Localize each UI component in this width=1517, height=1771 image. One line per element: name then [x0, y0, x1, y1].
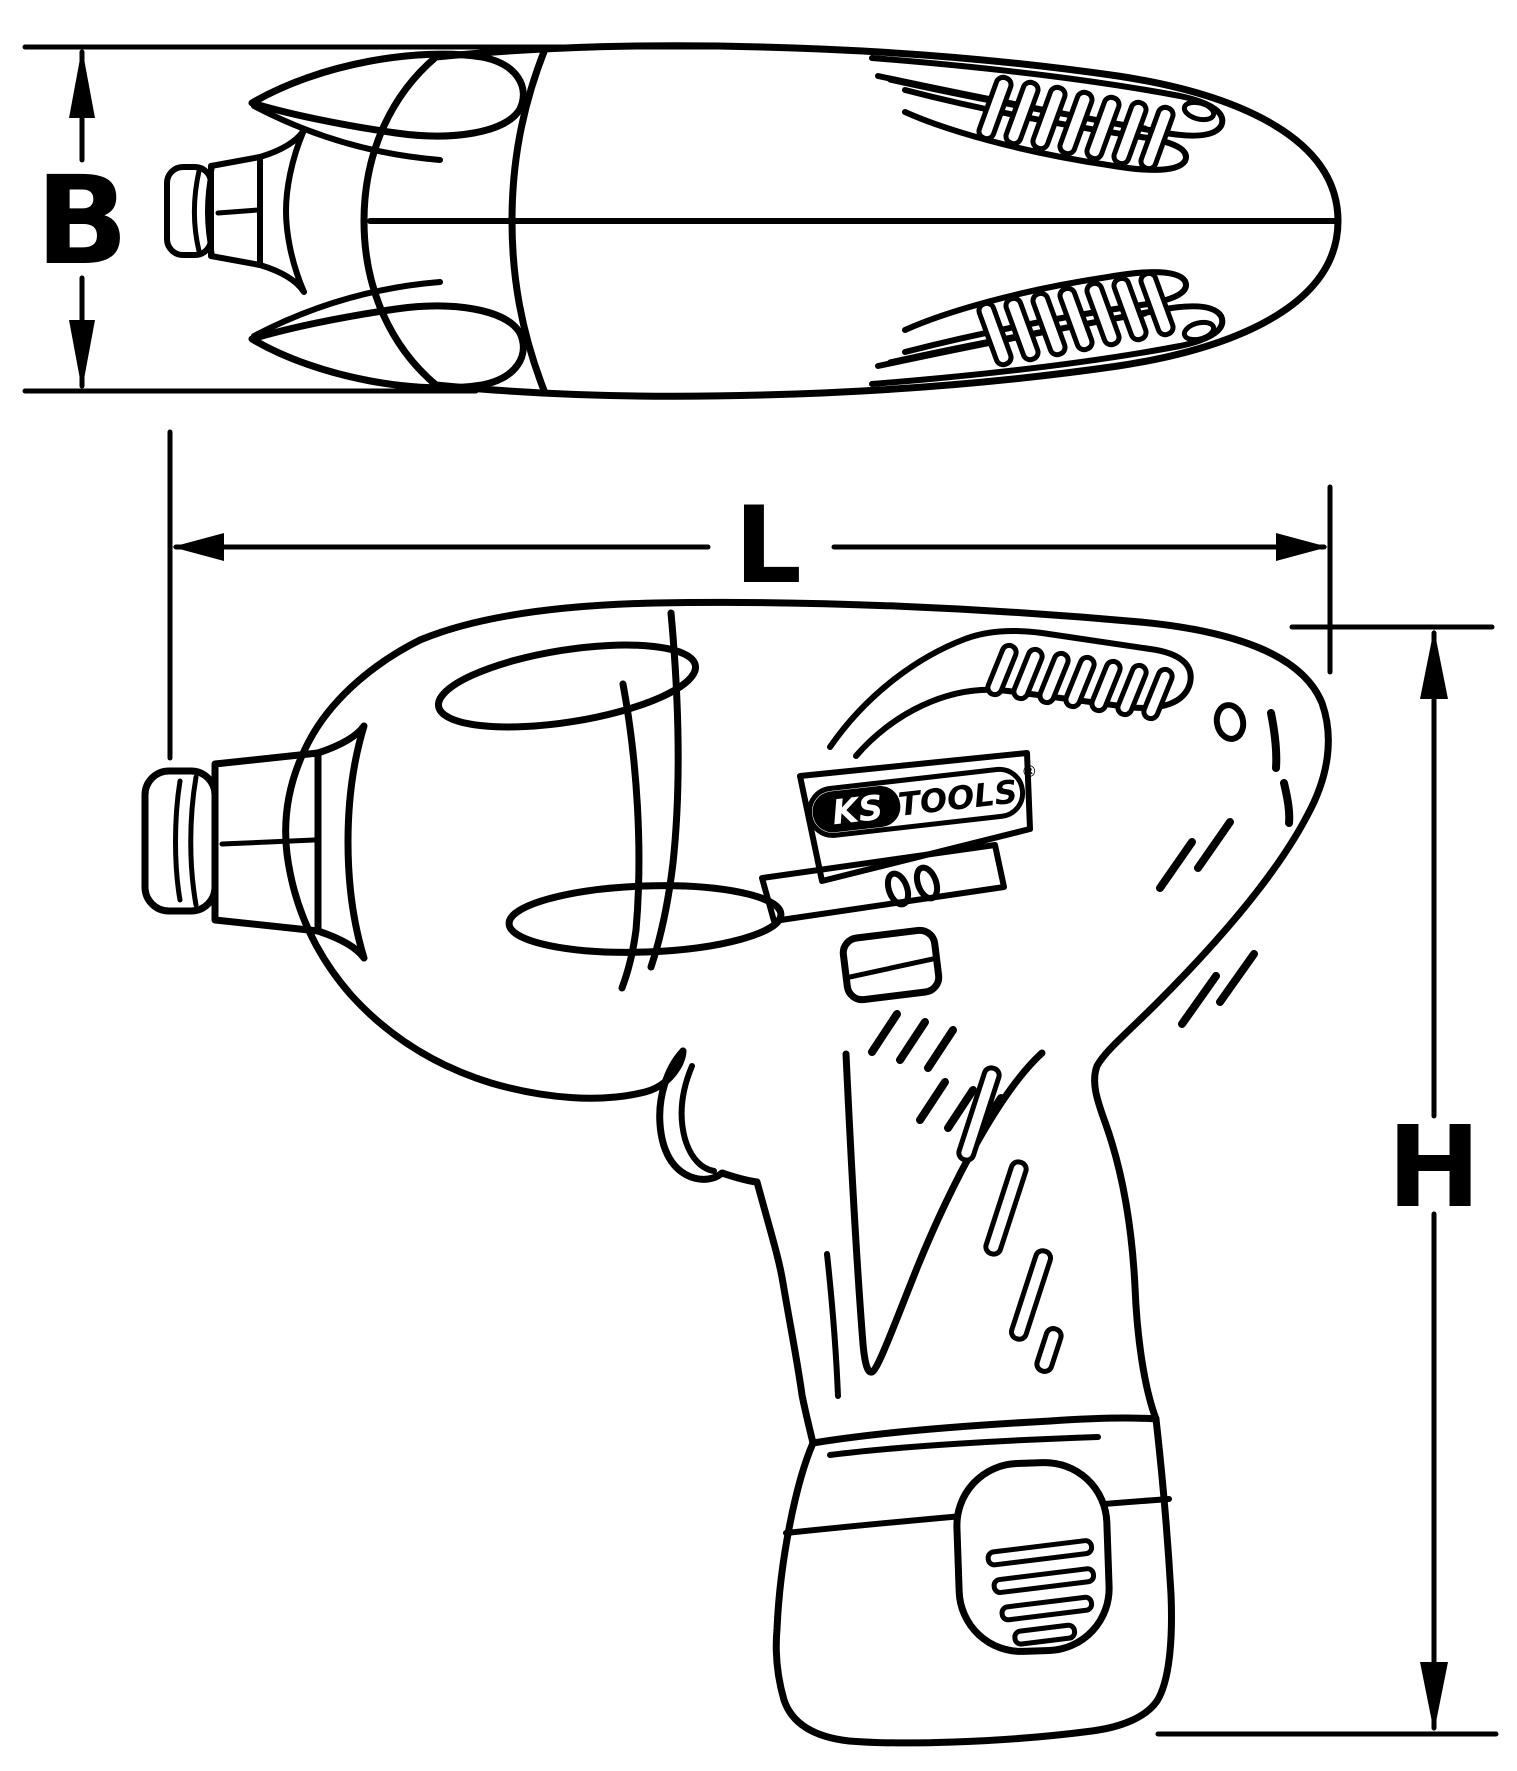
- anvil-cap: [167, 167, 211, 255]
- sub-panel: [762, 845, 1004, 921]
- battery-release-button: [955, 1460, 1111, 1653]
- grip-panel-upper: [872, 58, 1222, 171]
- handle: [757, 1053, 1063, 1443]
- side-view: [145, 602, 1328, 1742]
- battery-pack: [776, 1418, 1171, 1743]
- forward-reverse-button: [842, 929, 941, 1002]
- rear-edge-dashes: [1271, 713, 1289, 823]
- logo-text-ks: KS: [830, 787, 886, 834]
- head-highlight-oval-upper: [433, 630, 701, 742]
- dimension-h: [1158, 627, 1496, 1734]
- anvil-nut-line: [218, 210, 258, 213]
- h-arrow-down-icon: [1420, 1662, 1448, 1732]
- head-highlight-oval-lower: [508, 881, 782, 956]
- l-arrow-right-icon: [1276, 533, 1328, 561]
- head-seam-rear: [651, 613, 678, 967]
- sub-panel-outline: [762, 845, 1004, 921]
- logo-text-tools: TOOLS: [896, 772, 1020, 824]
- vent-oval-2: [913, 865, 941, 901]
- handle-inner-line: [827, 1254, 838, 1396]
- anvil-nut-line: [222, 840, 314, 844]
- handle-grip-slats: [957, 1066, 1063, 1373]
- anvil-side-view: [145, 726, 364, 958]
- anvil-cap-ridges: [176, 777, 197, 905]
- top-view: [25, 46, 1338, 397]
- anvil-top-view: [167, 130, 304, 292]
- handle-left-edge: [757, 1182, 813, 1443]
- dimension-label-b: B: [35, 150, 129, 292]
- battery-rim-inner: [830, 1437, 1098, 1455]
- rear-grip-slats: [986, 643, 1174, 720]
- dimension-label-h: H: [1387, 1103, 1481, 1233]
- h-arrow-up-icon: [1420, 629, 1448, 699]
- b-arrow-down-icon: [69, 320, 95, 390]
- l-arrow-left-icon: [172, 533, 224, 561]
- logo-registered-mark: ®: [1020, 761, 1039, 782]
- head-seam-front: [622, 684, 639, 988]
- dimension-label-l: L: [734, 484, 802, 607]
- rear-vent-hole: [1214, 703, 1247, 742]
- anvil-collar: [260, 130, 304, 292]
- anvil-collar: [318, 726, 364, 958]
- logo-plate: [800, 753, 1042, 881]
- b-arrow-up-icon: [69, 48, 95, 118]
- grip-panel-lower: [872, 271, 1222, 384]
